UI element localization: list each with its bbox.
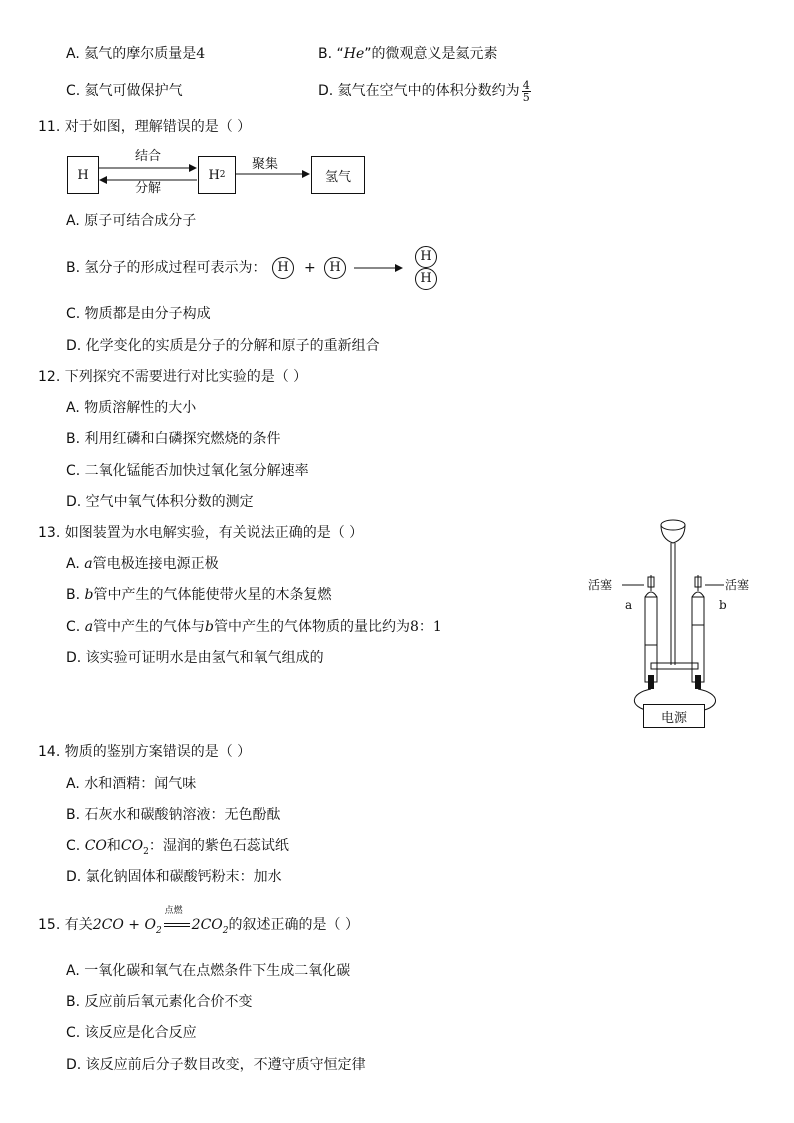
q12-option-c: C. 二氧化锰能否加快过氧化氢分解速率 — [66, 463, 309, 479]
q13-option-d: D. 该实验可证明水是由氢气和氧气组成的 — [66, 650, 324, 666]
q15-option-d: D. 该反应前后分子数目改变，不遵守质守恒定律 — [66, 1057, 366, 1073]
h-atom-circle-1: H — [272, 257, 294, 279]
q10-option-c: C. 氦气可做保护气 — [66, 83, 183, 99]
q13-stem: 13. 如图装置为水电解实验，有关说法正确的是（ ） — [38, 525, 364, 541]
left-stopcock-label: 活塞 — [588, 578, 613, 592]
apparatus-drawing — [600, 515, 770, 730]
hydrogen-gas-box: 氢气 — [311, 156, 365, 194]
q13-option-c: C. a管中产生的气体与b管中产生的气体物质的量比约为8：1 — [66, 619, 442, 635]
equation-right: $2CO_2$ — [191, 917, 229, 936]
q14-option-b: B. 石灰水和碳酸钠溶液：无色酚酞 — [66, 807, 281, 823]
q10-option-a: A. 氦气的摩尔质量是4 — [66, 46, 206, 62]
q11-stem: 11. 对于如图，理解错误的是（ ） — [38, 119, 252, 135]
q12-stem: 12. 下列探究不需要进行对比实验的是（ ） — [38, 369, 308, 385]
q11-option-a: A. 原子可结合成分子 — [66, 213, 197, 229]
h2-molecule-top: H — [415, 246, 437, 268]
equation-left: $2CO + O_2$ — [92, 917, 162, 936]
q13-option-b: B. b管中产生的气体能使带火星的木条复燃 — [66, 587, 332, 603]
arrow-bottom-label: 分解 — [135, 181, 162, 196]
q11-option-b: B. 氢分子的形成过程可表示为： — [66, 260, 267, 276]
right-stopcock-label: 活塞 — [725, 578, 750, 592]
q12-option-a: A. 物质溶解性的大小 — [66, 400, 197, 416]
q15-option-c: C. 该反应是化合反应 — [66, 1025, 197, 1041]
h2-molecule-box: H 2 — [198, 156, 236, 194]
q14-option-d: D. 氯化钠固体和碳酸钙粉末：加水 — [66, 869, 282, 885]
tube-b-label: b — [719, 598, 727, 612]
q13-option-a: A. a管电极连接电源正极 — [66, 556, 219, 572]
h-atom-circle-2: H — [324, 257, 346, 279]
q12-option-b: B. 利用红磷和白磷探究燃烧的条件 — [66, 431, 281, 447]
q14-option-c: C. CO和$CO_2$：湿润的紫色石蕊试纸 — [66, 838, 289, 857]
h2-molecule-bottom: H — [415, 268, 437, 290]
q10-option-d: D. 氦气在空气中的体积分数约为 $\frac{4}{5}$ — [318, 78, 530, 104]
q15-option-b: B. 反应前后氧元素化合价不变 — [66, 994, 253, 1010]
power-supply-box: 电源 — [643, 704, 705, 728]
h-atom-box: H — [67, 156, 99, 194]
q12-option-d: D. 空气中氧气体积分数的测定 — [66, 494, 254, 510]
arrow-right-label: 聚集 — [252, 157, 279, 172]
arrow-top-label: 结合 — [135, 149, 162, 164]
tube-a-label: a — [625, 598, 633, 612]
q15-stem: 15. 有关$2CO + O_2$ 点燃 $2CO_2$的叙述正确的是（ ） — [38, 906, 359, 936]
plus-sign: + — [304, 260, 316, 276]
fraction: $\frac{4}{5}$ — [522, 78, 530, 104]
q15-option-a: A. 一氧化碳和氧气在点燃条件下生成二氧化碳 — [66, 963, 351, 979]
formation-arrow — [352, 258, 412, 278]
q10-option-b: B. “He”的微观意义是氦元素 — [318, 46, 498, 62]
reaction-condition: 点燃 — [162, 916, 192, 934]
q11-option-d: D. 化学变化的实质是分子的分解和原子的重新组合 — [66, 338, 380, 354]
q14-option-a: A. 水和酒精：闻气味 — [66, 776, 197, 792]
q14-stem: 14. 物质的鉴别方案错误的是（ ） — [38, 744, 252, 760]
diagram-arrows — [0, 0, 794, 220]
q11-option-c: C. 物质都是由分子构成 — [66, 306, 211, 322]
